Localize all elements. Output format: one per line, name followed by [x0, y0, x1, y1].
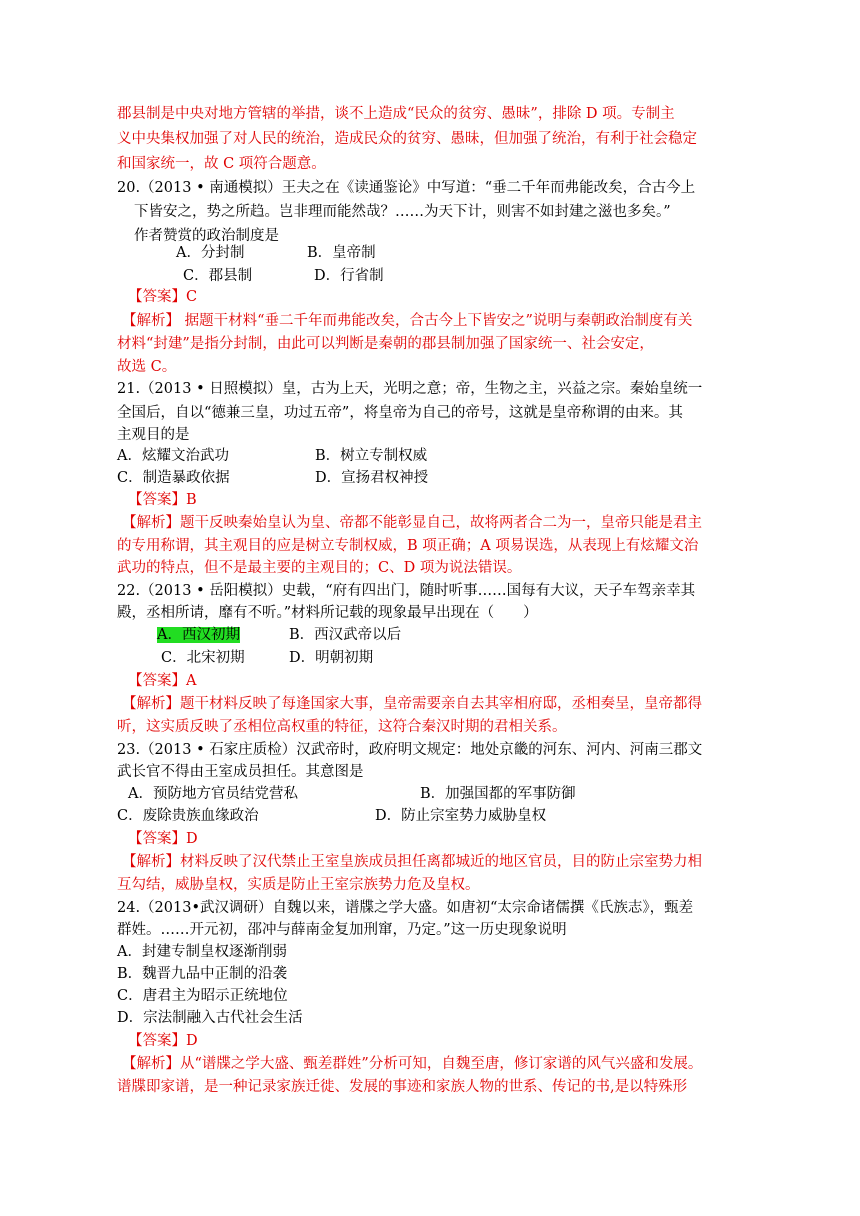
q22-option-d: D．明朝初期 [289, 650, 374, 666]
q24-answer: 【答案】D [128, 1033, 198, 1049]
q24-option-a: A．封建专制皇权逐渐削弱 [117, 944, 287, 960]
q20-stem: 下皆安之，势之所趋。岂非理而能然哉？……为天下计，则害不如封建之滋也多矣。” [134, 204, 671, 220]
prev-analysis-line: 和国家统一，故 C 项符合题意。 [117, 156, 326, 172]
q22-option-c: C．北宋初期 [161, 650, 245, 666]
q21-option-d: D．宣扬君权神授 [315, 470, 429, 486]
q21-analysis: 的专用称谓，其主观目的应是树立专制权威，B 项正确；A 项易误选，从表现上有炫耀文治 [117, 538, 699, 554]
q23-option-b: B．加强国都的军事防御 [420, 786, 576, 802]
q20-option-b: B．皇帝制 [307, 245, 376, 261]
q21-stem: 21.（2013 • 日照模拟）皇，古为上天，光明之意；帝，生物之主，兴益之宗。秦始皇统一 [117, 381, 703, 397]
q22-stem: 殿，丞相所请，靡有不听。”材料所记载的现象最早出现在（ ） [117, 605, 538, 621]
q24-analysis: 谱牒即家谱，是一种记录家族迁徙、发展的事迹和家族人物的世系、传记的书,是以特殊形 [117, 1079, 688, 1095]
q20-stem: 作者赞赏的政治制度是 [134, 228, 279, 244]
q24-stem: 24.（2013•武汉调研）自魏以来，谱牒之学大盛。如唐初“太宗命诸儒撰《氏族志》，甄差 [117, 900, 694, 916]
q22-answer: 【答案】A [128, 673, 197, 689]
q21-option-c: C．制造暴政依据 [117, 470, 230, 486]
q20-stem: 20.（2013 • 南通模拟）王夫之在《读通鉴论》中写道：“垂二千年而弗能改矣，合古今上 [117, 180, 696, 196]
q20-analysis: 【解析】 据题干材料“垂二千年而弗能改矣，合古今上下皆安之”说明与秦朝政治制度有关 [122, 313, 693, 329]
q20-option-a: A．分封制 [176, 245, 245, 261]
q22-stem: 22.（2013 • 岳阳模拟）史载，“府有四出门，随时听事……国每有大议，天子车驾亲幸其 [117, 583, 696, 599]
q23-option-d: D．防止宗室势力威胁皇权 [375, 808, 547, 824]
prev-analysis-line: 义中央集权加强了对人民的统治，造成民众的贫穷、愚昧，但加强了统治，有利于社会稳定 [117, 131, 697, 147]
q21-option-a: A．炫耀文治武功 [117, 448, 229, 464]
q20-option-d: D．行省制 [314, 268, 384, 284]
q21-stem: 主观目的是 [117, 427, 190, 443]
q20-analysis: 材料“封建”是指分封制，由此可以判断是秦朝的郡县制加强了国家统一、社会安定， [117, 336, 654, 352]
q24-analysis: 【解析】从“谱牒之学大盛、甄差群姓”分析可知，自魏至唐，修订家谱的风气兴盛和发展。 [122, 1056, 703, 1072]
q21-stem: 全国后，自以“德兼三皇，功过五帝”，将皇帝为自己的帝号，这就是皇帝称谓的由来。其 [117, 405, 683, 421]
q21-option-b: B．树立专制权威 [315, 448, 428, 464]
q23-stem: 23.（2013 • 石家庄质检）汉武帝时，政府明文规定：地处京畿的河东、河内、河南三郡文 [117, 742, 703, 758]
q22-option-b: B．西汉武帝以后 [289, 627, 402, 643]
q20-analysis: 故选 C。 [117, 359, 177, 375]
highlighted-answer: A．西汉初期 [157, 627, 240, 643]
q24-option-c: C．唐君主为昭示正统地位 [117, 988, 288, 1004]
q22-analysis: 【解析】题干材料反映了每逢国家大事，皇帝需要亲自去其宰相府邸，丞相奏呈，皇帝都得 [122, 696, 702, 712]
q20-option-c: C．郡县制 [183, 268, 253, 284]
q21-analysis: 武功的特点，但不是最主要的主观目的；C、D 项为说法错误。 [117, 560, 522, 576]
prev-analysis-line: 郡县制是中央对地方管辖的举措，谈不上造成“民众的贫穷、愚昧”，排除 D 项。专制主 [117, 106, 675, 122]
q22-option-a [157, 625, 240, 645]
q21-analysis: 【解析】题干反映秦始皇认为皇、帝都不能彰显自己，故将两者合二为一，皇帝只能是君主 [122, 515, 702, 531]
q23-analysis: 【解析】材料反映了汉代禁止王室皇族成员担任离都城近的地区官员，目的防止宗室势力相 [122, 854, 702, 870]
q24-stem: 群姓。……开元初，邵冲与薛南金复加刑窜，乃定。”这一历史现象说明 [117, 922, 567, 938]
q21-answer: 【答案】B [128, 492, 197, 508]
q20-answer: 【答案】C [128, 289, 198, 305]
q24-option-b: B．魏晋九品中正制的沿袭 [117, 966, 288, 982]
q23-analysis: 互勾结，威胁皇权，实质是防止王室宗族势力危及皇权。 [117, 877, 480, 893]
q24-option-d: D．宗法制融入古代社会生活 [117, 1010, 303, 1026]
q23-stem: 武长官不得由王室成员担任。其意图是 [117, 764, 364, 780]
q22-analysis: 听，这实质反映了丞相位高权重的特征，这符合秦汉时期的君相关系。 [117, 719, 567, 735]
q23-option-a: A．预防地方官员结党营私 [128, 786, 298, 802]
q23-option-c: C．废除贵族血缘政治 [117, 808, 259, 824]
q23-answer: 【答案】D [128, 831, 198, 847]
